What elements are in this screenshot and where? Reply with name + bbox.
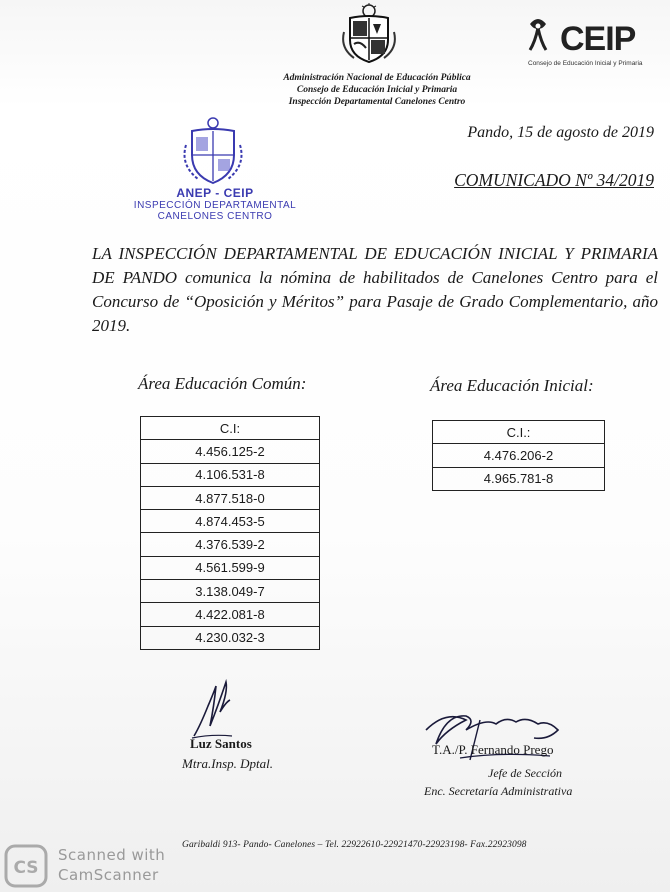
stamp-line-canelones: CANELONES CENTRO [157,211,273,222]
header-line-ceip: Consejo de Educación Inicial y Primaria [296,85,458,95]
comun-ci-table [140,416,320,650]
department-stamp [120,186,310,222]
inicial-ci-row: 4.965.781-8 [433,467,605,490]
comun-ci-row: 4.874.453-5 [141,510,320,533]
camscanner-line-1: Scanned with [58,846,166,864]
signatory-right-name: T.A./P. Fernando Prego [432,742,554,757]
institution-header [262,72,492,108]
inicial-ci-row: 4.476.206-2 [433,444,605,467]
signature-left-graphic [190,676,250,742]
coat-of-arms-icon [340,2,398,64]
comun-ci-row: 4.106.531-8 [141,463,320,486]
area-comun-title: Área Educación Común: [138,374,307,393]
ceip-logo-text: CEIP [560,20,636,58]
inicial-ci-header: C.I.: [433,421,605,444]
comun-ci-row: 4.456.125-2 [141,440,320,463]
comun-ci-row: 4.230.032-3 [141,626,320,649]
footer-contact: Garibaldi 913- Pando- Canelones – Tel. 22922610-22921470-22923198- Fax.22923098 [182,840,527,850]
signatory-left-role: Mtra.Insp. Dptal. [182,756,273,771]
signatory-left-name: Luz Santos [190,736,252,751]
comun-ci-row: 3.138.049-7 [141,580,320,603]
inicial-ci-table [432,420,605,491]
ceip-subtitle: Consejo de Educación Inicial y Primaria [528,60,643,67]
comun-ci-row: 4.561.599-9 [141,556,320,579]
stamp-seal-icon [180,115,246,189]
camscanner-line-2: CamScanner [58,866,159,884]
comun-ci-row: 4.376.539-2 [141,533,320,556]
area-inicial-title: Área Educación Inicial: [430,376,594,395]
header-line-anep: Administración Nacional de Educación Pública [283,73,471,83]
header-line-inspeccion: Inspección Departamental Canelones Centro [288,97,466,107]
stamp-line-anep-ceip: ANEP - CEIP [176,186,254,200]
body-paragraph: LA INSPECCIÓN DEPARTAMENTAL DE EDUCACIÓN INICIAL Y PRIMARIA DE PANDO comunica la nómina de habilitados de Canelones Centro para el Concurso de “Oposición y Méritos” para Pasaje de Grado Complementario, año 2019. [92,244,658,335]
signatory-right-role-2: Enc. Secretaría Administrativa [424,784,573,798]
signatory-right-role-1: Jefe de Sección [488,766,562,780]
stamp-line-inspeccion: INSPECCIÓN DEPARTAMENTAL [133,200,297,211]
comun-ci-row: 4.877.518-0 [141,486,320,509]
comun-ci-header: C.I: [141,417,320,440]
comunicado-title: COMUNICADO Nº 34/2019 [454,170,654,190]
camscanner-badge-text: CS [13,858,39,878]
comun-ci-row: 4.422.081-8 [141,603,320,626]
document-date: Pando, 15 de agosto de 2019 [467,124,654,141]
camscanner-logo-icon [4,844,48,888]
